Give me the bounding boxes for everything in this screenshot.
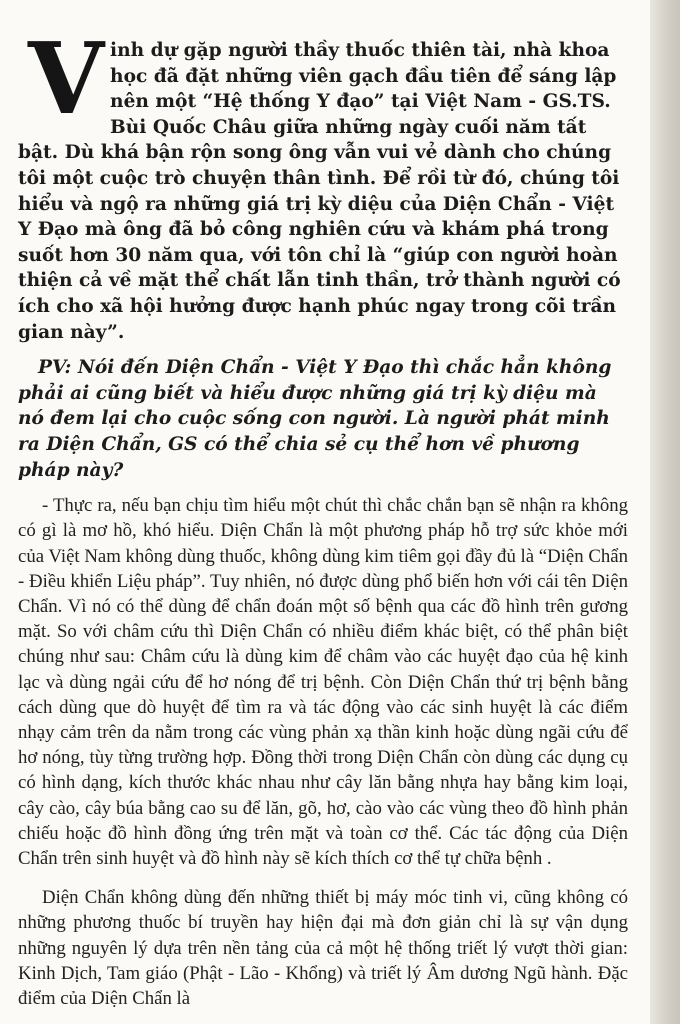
- page-edge: [650, 0, 680, 1024]
- intro-text: inh dự gặp người thầy thuốc thiên tài, nhà khoa học đã đặt những viên gạch đầu tiên để sáng lập nên một “Hệ thống Y đạo” tại Việt Nam - GS.TS. Bùi Quốc Châu giữa những ngày cuối năm tất bật. Dù khá bận rộn song ông vẫn vui vẻ dành cho chúng tôi một cuộc trò chuyện thân tình. Để rồi từ đó, chúng tôi hiểu và ngộ ra những giá trị kỳ diệu của Diện Chẩn - Việt Y Đạo mà ông đã bỏ công nghiên cứu và khám phá trong suốt hơn 30 năm qua, với tôn chỉ là “giúp con người hoàn thiện cả về mặt thể chất lẫn tinh thần, trở thành người có ích cho xã hội hưởng được hạnh phúc ngay trong cõi trần gian này”.: [18, 40, 621, 343]
- drop-cap: V: [28, 22, 105, 137]
- intro-paragraph: [18, 22, 628, 345]
- answer-paragraph-1: - Thực ra, nếu bạn chịu tìm hiểu một chút thì chắc chắn bạn sẽ nhận ra không có gì là mơ hồ, khó hiểu. Diện Chẩn là một phương pháp hỗ trợ sức khỏe mới của Việt Nam không dùng thuốc, không dùng kim tiêm gọi đầy đủ là “Diện Chẩn - Điều khiển Liệu pháp”. Tuy nhiên, nó được dùng phổ biến hơn với cái tên Diện Chẩn. Vì nó có thể dùng để chẩn đoán một số bệnh qua các đồ hình trên gương mặt. So với châm cứu thì Diện Chẩn có nhiều điểm khác biệt, có thể phân biệt chúng như sau: Châm cứu là dùng kim để châm vào các huyệt đạo của hệ kinh lạc và dùng ngải cứu để hơ nóng để trị bệnh. Còn Diện Chẩn thứ trị bệnh bằng cách dùng que dò huyệt để tìm ra và tác động vào các sinh huyệt là các điểm nhạy cảm trên da nằm trong các vùng phản xạ thần kinh hoặc dùng ngãi cứu để hơ nóng, tùy từng trường hợp. Đồng thời trong Diện Chẩn còn dùng các dụng cụ có hình dạng, kích thước khác nhau như cây lăn bằng nhựa hay bằng kim loại, cây cào, cây búa bằng cao su để lăn, gõ, hơ, cào vào các vùng theo đồ hình phản chiếu hoặc đồ hình đồng ứng trên mặt và toàn cơ thể. Các tác động của Diện Chẩn trên sinh huyệt và đồ hình này sẽ kích thích cơ thể tự chữa bệnh .: [18, 495, 628, 869]
- interview-question: PV: Nói đến Diện Chẩn - Việt Y Đạo thì chắc hẳn không phải ai cũng biết và hiểu được những giá trị kỳ diệu mà nó đem lại cho cuộc sống con người. Là người phát minh ra Diện Chẩn, GS có thể chia sẻ cụ thể hơn về phương pháp này?: [18, 357, 612, 481]
- answer-paragraph-2: Diện Chẩn không dùng đến những thiết bị máy móc tinh vi, cũng không có những phương thuốc bí truyền hay hiện đại mà đơn giản chỉ là sự vận dụng những nguyên lý dựa trên nền tảng của cả một hệ thống triết lý vượt thời gian: Kinh Dịch, Tam giáo (Phật - Lão - Khổng) và triết lý Âm dương Ngũ hành. Đặc điểm của Diện Chẩn là: [18, 887, 628, 1009]
